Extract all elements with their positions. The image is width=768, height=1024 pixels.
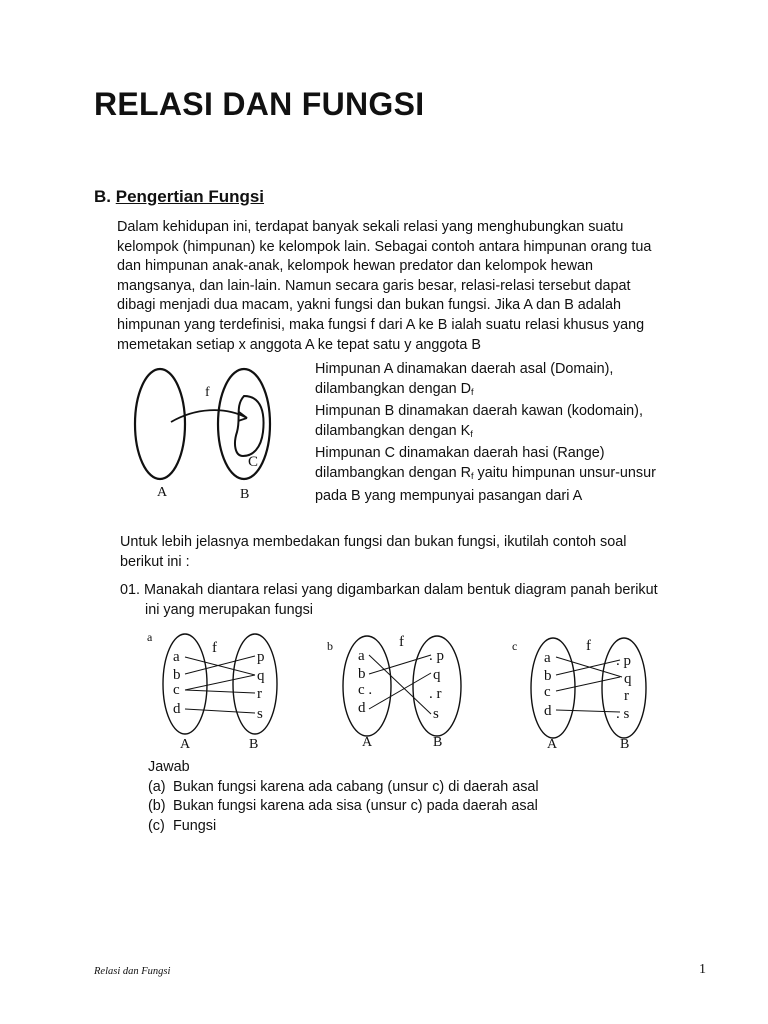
- arrow-diagram-c: [510, 628, 660, 752]
- codomain-element: q: [257, 668, 265, 684]
- question-line: ini yang merupakan fungsi: [145, 601, 313, 618]
- paragraph-line: himpunan yang terdefinisi, maka fungsi f dari A ke B ialah suatu relasi khusus yang: [117, 316, 645, 333]
- subscript-f: f: [471, 386, 474, 397]
- set-c-region: [235, 396, 264, 456]
- definition-line: pada B yang mempunyai pasangan dari A: [315, 487, 583, 504]
- section-letter: B.: [94, 187, 111, 206]
- example-intro: [120, 533, 720, 572]
- definition-line: Himpunan C dinamakan daerah hasi (Range): [315, 445, 605, 462]
- codomain-element: r: [257, 686, 262, 702]
- question-line: 01. Manakah diantara relasi yang digambarkan dalam bentuk diagram panah berikut: [120, 582, 658, 598]
- definition-text: dilambangkan dengan D: [315, 380, 472, 397]
- mapping-arrows: [556, 657, 622, 712]
- page-number: 1: [699, 962, 706, 977]
- domain-element: a: [358, 648, 365, 664]
- set-b-oval: [218, 369, 270, 479]
- codomain-oval: [233, 634, 277, 734]
- f-label: f: [586, 638, 591, 654]
- paragraph-line: memetakan setiap x anggota A ke tepat satu y anggota B: [117, 336, 482, 353]
- domain-element: a: [173, 649, 180, 665]
- answer-label: (a): [148, 778, 166, 795]
- arrow-diagram-b: [325, 628, 475, 752]
- codomain-element: p: [257, 649, 265, 665]
- definition-text: dilambangkan dengan K: [315, 422, 471, 439]
- answer-block: [148, 758, 648, 836]
- subscript-f: f: [471, 470, 474, 481]
- function-diagram: [125, 362, 285, 504]
- subscript-f: f: [470, 428, 473, 439]
- domain-element: c .: [358, 682, 373, 698]
- paragraph-line: Dalam kehidupan ini, terdapat banyak sekali relasi yang menghubungkan suatu: [117, 219, 624, 235]
- answer-label: (c): [148, 817, 165, 834]
- codomain-element: . p: [429, 648, 444, 664]
- set-c-label: C: [248, 454, 259, 470]
- set-a-label: A: [547, 737, 558, 752]
- diagram-label: a: [147, 630, 153, 644]
- codomain-element: s: [433, 706, 439, 722]
- answer-item: [148, 817, 648, 837]
- definition-line: [315, 422, 735, 445]
- answer-text: Bukan fungsi karena ada sisa (unsur c) pada daerah asal: [173, 798, 538, 815]
- domain-element: d: [544, 703, 552, 719]
- set-b-label: B: [249, 737, 259, 752]
- answer-text: Bukan fungsi karena ada cabang (unsur c) di daerah asal: [173, 778, 539, 795]
- domain-element: a: [544, 650, 551, 666]
- paragraph-line: dibagi menjadi dua macam, yakni fungsi dan bukan fungsi. Jika A dan B adalah: [117, 297, 622, 314]
- domain-element: b: [544, 668, 552, 684]
- question-01: [120, 581, 720, 620]
- set-a-label: A: [180, 737, 191, 752]
- codomain-element: r: [624, 688, 629, 704]
- answer-heading: Jawab: [148, 759, 190, 775]
- set-definitions: [315, 360, 735, 506]
- domain-element: d: [358, 700, 366, 716]
- domain-element: b: [358, 666, 366, 682]
- domain-element: b: [173, 667, 181, 683]
- codomain-element: s: [257, 706, 263, 722]
- f-label: f: [212, 640, 217, 656]
- paragraph-line: kelompok (himpunan) ke kelompok lain. Sebagai contoh antara himpunan orang tua: [117, 238, 652, 255]
- codomain-element: . p: [616, 653, 631, 669]
- mapping-arrows: [369, 655, 431, 714]
- set-a-label: A: [157, 485, 168, 500]
- codomain-element: . s: [616, 706, 630, 722]
- mapping-arrows: [185, 656, 255, 713]
- f-label: f: [205, 385, 210, 400]
- definition-line: [315, 380, 735, 403]
- definition-text: dilambangkan dengan R: [315, 464, 472, 481]
- domain-element: d: [173, 701, 181, 717]
- definition-line: Himpunan A dinamakan daerah asal (Domain),: [315, 361, 614, 377]
- section-heading: [94, 187, 264, 207]
- set-b-label: B: [240, 487, 250, 502]
- set-a-oval: [135, 369, 185, 479]
- definition-text: yaitu himpunan unsur-unsur: [473, 464, 656, 481]
- intro-line: berikut ini :: [120, 553, 190, 570]
- domain-element: c: [173, 682, 180, 698]
- paragraph-line: dan himpunan anak-anak, kelompok hewan predator dan kelompok hewan: [117, 258, 594, 275]
- set-b-label: B: [620, 737, 630, 752]
- intro-paragraph: [117, 218, 717, 355]
- footer-title: Relasi dan Fungsi: [94, 966, 171, 977]
- section-title: Pengertian Fungsi: [115, 187, 265, 206]
- definition-line: Himpunan B dinamakan daerah kawan (kodomain),: [315, 403, 643, 420]
- set-a-label: A: [362, 735, 373, 750]
- answer-item: [148, 797, 648, 817]
- diagram-label: c: [512, 639, 518, 653]
- definition-line: [315, 464, 735, 487]
- answer-label: (b): [148, 798, 166, 815]
- codomain-element: q: [624, 671, 632, 687]
- codomain-element: . r: [429, 686, 442, 702]
- answer-item: [148, 778, 648, 798]
- arrow-diagram-a: [145, 628, 295, 752]
- paragraph-line: mangsanya, dan lain-lain. Namun secara garis besar, relasi-relasi tersebut dapat: [117, 277, 631, 294]
- intro-line: Untuk lebih jelasnya membedakan fungsi dan bukan fungsi, ikutilah contoh soal: [120, 534, 627, 550]
- set-b-label: B: [433, 735, 443, 750]
- mapping-arrow: [171, 410, 247, 422]
- domain-oval: [163, 634, 207, 734]
- answer-text: Fungsi: [173, 817, 217, 834]
- page-title: RELASI DAN FUNGSI: [94, 86, 425, 122]
- diagram-label: b: [327, 639, 333, 653]
- domain-element: c: [544, 684, 551, 700]
- codomain-element: q: [433, 667, 441, 683]
- f-label: f: [399, 634, 404, 650]
